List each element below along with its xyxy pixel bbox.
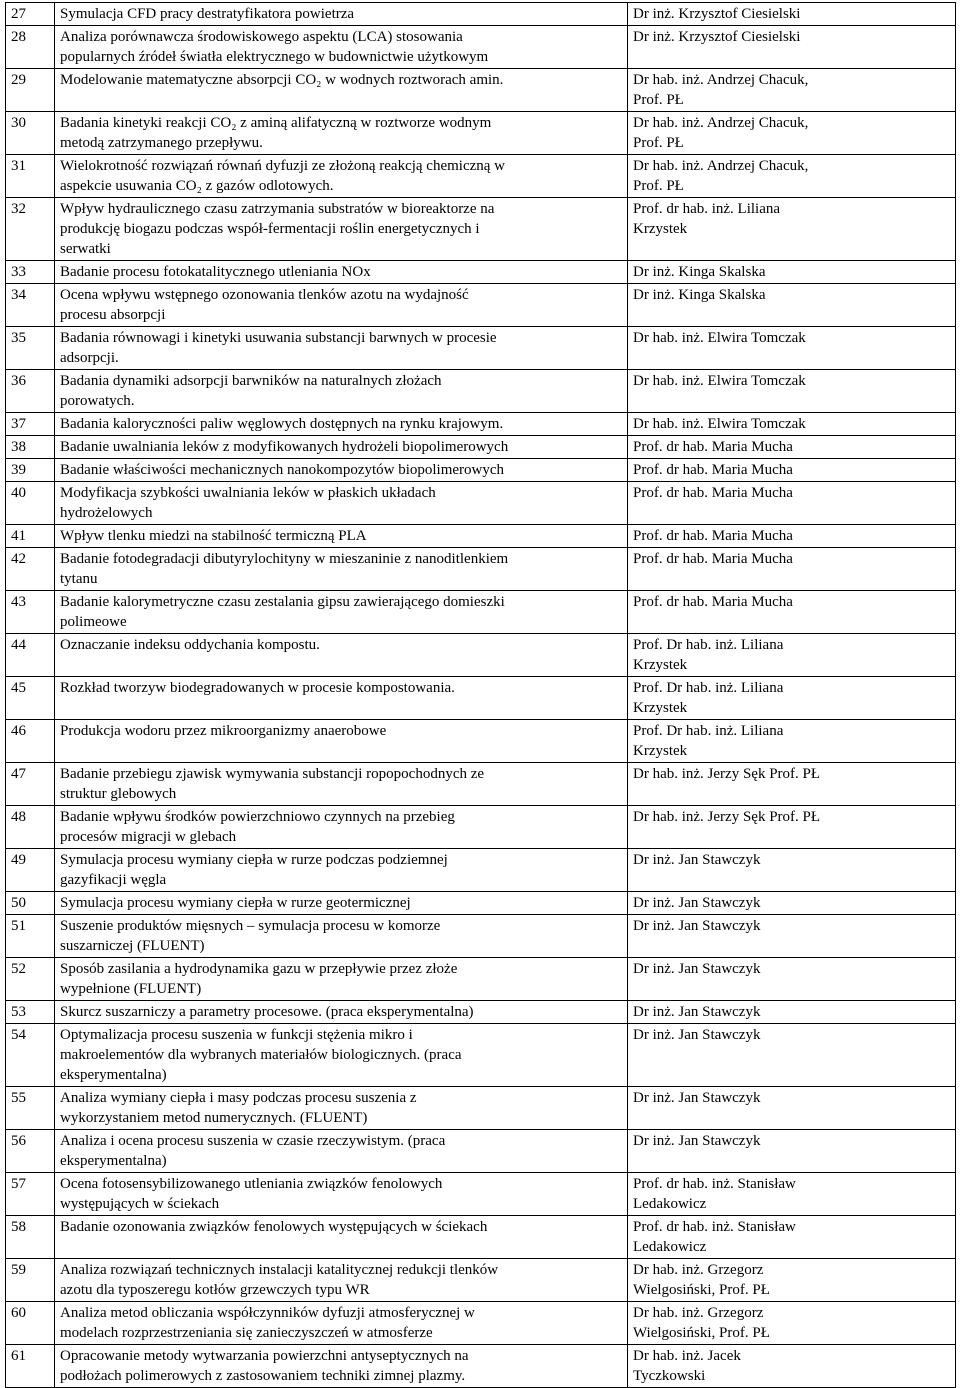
topic-title-cell	[55, 849, 628, 892]
supervisor-name: Dr inż. Krzysztof Ciesielski	[633, 6, 801, 22]
supervisor-cell	[628, 806, 956, 849]
topic-title-cell	[55, 1216, 628, 1259]
row-number: 48	[6, 806, 55, 849]
row-number: 59	[6, 1259, 55, 1302]
topic-title: Badanie uwalniania leków z modyfikowanych hydrożeli biopolimerowych	[60, 439, 509, 455]
supervisor-cell	[628, 591, 956, 634]
supervisor-name: Dr inż. Jan Stawczyk	[633, 961, 761, 977]
row-number: 36	[6, 370, 55, 413]
table-row	[6, 806, 956, 849]
topic-title: Wpływ tlenku miedzi na stabilność termiczną PLA	[60, 528, 367, 544]
supervisor-name: Dr hab. inż. Elwira Tomczak	[633, 330, 806, 346]
table-row	[6, 1302, 956, 1345]
topic-title-cell	[55, 525, 628, 548]
topic-title-cell	[55, 1130, 628, 1173]
table-row	[6, 413, 956, 436]
row-number: 50	[6, 892, 55, 915]
supervisor-cell	[628, 525, 956, 548]
topic-title-cell	[55, 634, 628, 677]
supervisor-name: Prof. dr hab. Maria Mucha	[633, 462, 793, 478]
table-row	[6, 958, 956, 1001]
supervisor-cell	[628, 1001, 956, 1024]
topic-title: Oznaczanie indeksu oddychania kompostu.	[60, 637, 320, 653]
row-number: 28	[6, 26, 55, 69]
supervisor-name: Dr inż. Kinga Skalska	[633, 287, 766, 303]
row-number: 51	[6, 915, 55, 958]
topic-title: Badanie fotodegradacji dibutyrylochityny w mieszaninie z nanoditlenkiem tytanu	[60, 551, 509, 587]
topic-title-cell	[55, 720, 628, 763]
topic-title: Badania równowagi i kinetyki usuwania substancji barwnych w procesie adsorpcji.	[60, 330, 497, 366]
row-number: 43	[6, 591, 55, 634]
row-number: 41	[6, 525, 55, 548]
supervisor-name: Dr inż. Jan Stawczyk	[633, 895, 761, 911]
table-row	[6, 525, 956, 548]
topic-title-cell	[55, 1302, 628, 1345]
topic-title: Analiza wymiany ciepła i masy podczas procesu suszenia z wykorzystaniem metod numerycznych. (FLUENT)	[60, 1090, 417, 1126]
topic-title: Badanie wpływu środków powierzchniowo czynnych na przebieg procesów migracji w glebach	[60, 809, 455, 845]
topic-title-cell	[55, 482, 628, 525]
topic-title-cell	[55, 591, 628, 634]
topic-title: Badania dynamiki adsorpcji barwników na naturalnych złożach porowatych.	[60, 373, 442, 409]
row-number: 61	[6, 1345, 55, 1388]
supervisor-cell	[628, 849, 956, 892]
topic-title-cell	[55, 3, 628, 26]
row-number: 32	[6, 198, 55, 261]
table-row	[6, 1024, 956, 1087]
supervisor-cell	[628, 1173, 956, 1216]
supervisor-cell	[628, 1302, 956, 1345]
supervisor-name: Prof. dr hab. Maria Mucha	[633, 551, 793, 567]
table-row	[6, 849, 956, 892]
table-row	[6, 69, 956, 112]
supervisor-name: Prof. Dr hab. inż. Liliana Krzystek	[633, 680, 784, 716]
row-number: 58	[6, 1216, 55, 1259]
row-number: 40	[6, 482, 55, 525]
supervisor-cell	[628, 3, 956, 26]
supervisor-cell	[628, 198, 956, 261]
row-number: 47	[6, 763, 55, 806]
topic-title: Badanie właściwości mechanicznych nanokompozytów biopolimerowych	[60, 462, 505, 478]
supervisor-name: Dr inż. Kinga Skalska	[633, 264, 766, 280]
supervisor-cell	[628, 370, 956, 413]
topic-title-cell	[55, 1024, 628, 1087]
topic-title: Analiza i ocena procesu suszenia w czasie rzeczywistym. (praca eksperymentalna)	[60, 1133, 446, 1169]
supervisor-cell	[628, 1087, 956, 1130]
topic-title: Symulacja procesu wymiany ciepła w rurze podczas podziemnej gazyfikacji węgla	[60, 852, 448, 888]
topic-title-cell	[55, 261, 628, 284]
supervisor-name: Dr inż. Jan Stawczyk	[633, 1004, 761, 1020]
row-number: 31	[6, 155, 55, 198]
topic-title-cell	[55, 1173, 628, 1216]
topic-title: Optymalizacja procesu suszenia w funkcji stężenia mikro i makroelementów dla wybranych materiałów biologicznych. (praca eksperymentalna)	[60, 1027, 462, 1083]
topic-title: Badania kaloryczności paliw węglowych dostępnych na rynku krajowym.	[60, 416, 504, 432]
topic-title-cell	[55, 915, 628, 958]
row-number: 34	[6, 284, 55, 327]
supervisor-name: Prof. dr hab. Maria Mucha	[633, 439, 793, 455]
supervisor-cell	[628, 1216, 956, 1259]
supervisor-cell	[628, 112, 956, 155]
topic-title: Modyfikacja szybkości uwalniania leków w płaskich układach hydrożelowych	[60, 485, 436, 521]
row-number: 29	[6, 69, 55, 112]
topic-title: Opracowanie metody wytwarzania powierzchni antyseptycznych na podłożach polimerowych z zastosowaniem techniki zimnej plazmy.	[60, 1348, 469, 1384]
thesis-topics-table	[5, 2, 956, 1388]
row-number: 38	[6, 436, 55, 459]
supervisor-name: Prof. dr hab. inż. Stanisław Ledakowicz	[633, 1176, 796, 1212]
supervisor-cell	[628, 436, 956, 459]
table-row	[6, 261, 956, 284]
topic-title-cell	[55, 436, 628, 459]
topic-title: Ocena fotosensybilizowanego utleniania związków fenolowych występujących w ściekach	[60, 1176, 443, 1212]
topic-title: Modelowanie matematyczne absorpcji CO₂ w wodnych roztworach amin.	[60, 72, 504, 88]
supervisor-cell	[628, 482, 956, 525]
supervisor-cell	[628, 284, 956, 327]
topic-title-cell	[55, 1345, 628, 1388]
topic-title-cell	[55, 112, 628, 155]
topic-title-cell	[55, 892, 628, 915]
row-number: 42	[6, 548, 55, 591]
row-number: 37	[6, 413, 55, 436]
topic-title: Badanie ozonowania związków fenolowych występujących w ściekach	[60, 1219, 488, 1235]
table-row	[6, 112, 956, 155]
table-row	[6, 1259, 956, 1302]
row-number: 54	[6, 1024, 55, 1087]
supervisor-name: Prof. dr hab. inż. Liliana Krzystek	[633, 201, 781, 237]
topic-title-cell	[55, 677, 628, 720]
supervisor-cell	[628, 548, 956, 591]
supervisor-cell	[628, 26, 956, 69]
table-row	[6, 677, 956, 720]
topic-title-cell	[55, 155, 628, 198]
table-row	[6, 436, 956, 459]
supervisor-name: Dr inż. Jan Stawczyk	[633, 1090, 761, 1106]
table-row	[6, 1001, 956, 1024]
row-number: 56	[6, 1130, 55, 1173]
topic-title-cell	[55, 413, 628, 436]
topic-title-cell	[55, 198, 628, 261]
row-number: 27	[6, 3, 55, 26]
topic-title: Analiza metod obliczania współczynników dyfuzji atmosferycznej w modelach rozprzestrzeniania się zanieczyszczeń w atmosferze	[60, 1305, 475, 1341]
supervisor-name: Dr inż. Jan Stawczyk	[633, 1133, 761, 1149]
topic-title: Analiza rozwiązań technicznych instalacji katalitycznej redukcji tlenków azotu dla typoszeregu kotłów grzewczych typu WR	[60, 1262, 499, 1298]
table-row	[6, 284, 956, 327]
supervisor-name: Prof. dr hab. inż. Stanisław Ledakowicz	[633, 1219, 796, 1255]
table-row	[6, 1216, 956, 1259]
topic-title: Badanie procesu fotokatalitycznego utleniania NOx	[60, 264, 371, 280]
table-row	[6, 459, 956, 482]
table-row	[6, 1087, 956, 1130]
table-row	[6, 548, 956, 591]
table-row	[6, 892, 956, 915]
supervisor-name: Prof. dr hab. Maria Mucha	[633, 485, 793, 501]
table-row	[6, 3, 956, 26]
topic-title: Wielokrotność rozwiązań równań dyfuzji ze złożoną reakcją chemiczną w aspekcie usuwania CO₂ z gazów odlotowych.	[60, 158, 506, 194]
topic-title-cell	[55, 284, 628, 327]
topic-title-cell	[55, 1001, 628, 1024]
supervisor-cell	[628, 1130, 956, 1173]
supervisor-name: Dr inż. Jan Stawczyk	[633, 1027, 761, 1043]
supervisor-cell	[628, 155, 956, 198]
row-number: 55	[6, 1087, 55, 1130]
table-row	[6, 763, 956, 806]
table-row	[6, 720, 956, 763]
supervisor-name: Dr hab. inż. Jerzy Sęk Prof. PŁ	[633, 809, 821, 825]
supervisor-name: Dr hab. inż. Grzegorz Wielgosiński, Prof. PŁ	[633, 1305, 770, 1341]
supervisor-name: Dr hab. inż. Andrzej Chacuk, Prof. PŁ	[633, 115, 809, 151]
supervisor-name: Prof. Dr hab. inż. Liliana Krzystek	[633, 637, 784, 673]
topic-title-cell	[55, 548, 628, 591]
supervisor-cell	[628, 763, 956, 806]
supervisor-cell	[628, 1024, 956, 1087]
supervisor-name: Dr inż. Jan Stawczyk	[633, 852, 761, 868]
row-number: 60	[6, 1302, 55, 1345]
topic-title-cell	[55, 459, 628, 482]
topic-title: Symulacja procesu wymiany ciepła w rurze geotermicznej	[60, 895, 411, 911]
supervisor-cell	[628, 1345, 956, 1388]
supervisor-cell	[628, 413, 956, 436]
topic-title-cell	[55, 1087, 628, 1130]
table-row	[6, 634, 956, 677]
table-row	[6, 155, 956, 198]
topic-title-cell	[55, 69, 628, 112]
row-number: 45	[6, 677, 55, 720]
supervisor-cell	[628, 261, 956, 284]
supervisor-name: Dr hab. inż. Elwira Tomczak	[633, 373, 806, 389]
supervisor-cell	[628, 915, 956, 958]
supervisor-cell	[628, 459, 956, 482]
topic-title: Badanie kalorymetryczne czasu zestalania gipsu zawierającego domieszki polimeowe	[60, 594, 505, 630]
supervisor-name: Dr hab. inż. Jacek Tyczkowski	[633, 1348, 741, 1384]
topic-title-cell	[55, 327, 628, 370]
topic-title-cell	[55, 26, 628, 69]
topic-title: Ocena wpływu wstępnego ozonowania tlenków azotu na wydajność procesu absorpcji	[60, 287, 469, 323]
supervisor-cell	[628, 720, 956, 763]
topic-title: Sposób zasilania a hydrodynamika gazu w przepływie przez złoże wypełnione (FLUENT)	[60, 961, 458, 997]
topic-title: Suszenie produktów mięsnych – symulacja procesu w komorze suszarniczej (FLUENT)	[60, 918, 441, 954]
row-number: 57	[6, 1173, 55, 1216]
supervisor-name: Dr hab. inż. Elwira Tomczak	[633, 416, 806, 432]
topic-title: Badanie przebiegu zjawisk wymywania substancji ropopochodnych ze struktur glebowych	[60, 766, 485, 802]
supervisor-name: Prof. dr hab. Maria Mucha	[633, 594, 793, 610]
row-number: 30	[6, 112, 55, 155]
topic-title-cell	[55, 958, 628, 1001]
supervisor-cell	[628, 958, 956, 1001]
table-row	[6, 370, 956, 413]
topic-title: Symulacja CFD pracy destratyfikatora powietrza	[60, 6, 355, 22]
topic-title: Rozkład tworzyw biodegradowanych w procesie kompostowania.	[60, 680, 455, 696]
supervisor-cell	[628, 1259, 956, 1302]
supervisor-name: Dr inż. Jan Stawczyk	[633, 918, 761, 934]
supervisor-cell	[628, 327, 956, 370]
topic-title: Skurcz suszarniczy a parametry procesowe. (praca eksperymentalna)	[60, 1004, 474, 1020]
topic-title-cell	[55, 806, 628, 849]
table-row	[6, 1130, 956, 1173]
topic-title-cell	[55, 370, 628, 413]
topic-title: Analiza porównawcza środowiskowego aspektu (LCA) stosowania popularnych źródeł światła elektrycznego w budownictwie użytkowym	[60, 29, 489, 65]
supervisor-name: Dr hab. inż. Grzegorz Wielgosiński, Prof. PŁ	[633, 1262, 770, 1298]
topic-title-cell	[55, 763, 628, 806]
supervisor-cell	[628, 634, 956, 677]
table-row	[6, 198, 956, 261]
topic-title: Produkcja wodoru przez mikroorganizmy anaerobowe	[60, 723, 387, 739]
row-number: 46	[6, 720, 55, 763]
table-body	[6, 3, 956, 1388]
supervisor-cell	[628, 69, 956, 112]
table-row	[6, 1345, 956, 1388]
table-row	[6, 26, 956, 69]
table-row	[6, 915, 956, 958]
table-row	[6, 591, 956, 634]
supervisor-cell	[628, 892, 956, 915]
supervisor-name: Dr hab. inż. Andrzej Chacuk, Prof. PŁ	[633, 158, 809, 194]
row-number: 52	[6, 958, 55, 1001]
supervisor-name: Dr hab. inż. Andrzej Chacuk, Prof. PŁ	[633, 72, 809, 108]
row-number: 53	[6, 1001, 55, 1024]
topic-title: Badania kinetyki reakcji CO₂ z aminą alifatyczną w roztworze wodnym metodą zatrzymanego przepływu.	[60, 115, 492, 151]
table-row	[6, 327, 956, 370]
topic-title-cell	[55, 1259, 628, 1302]
row-number: 33	[6, 261, 55, 284]
supervisor-name: Prof. Dr hab. inż. Liliana Krzystek	[633, 723, 784, 759]
row-number: 49	[6, 849, 55, 892]
supervisor-name: Prof. dr hab. Maria Mucha	[633, 528, 793, 544]
row-number: 35	[6, 327, 55, 370]
table-row	[6, 1173, 956, 1216]
supervisor-name: Dr hab. inż. Jerzy Sęk Prof. PŁ	[633, 766, 821, 782]
table-row	[6, 482, 956, 525]
row-number: 44	[6, 634, 55, 677]
row-number: 39	[6, 459, 55, 482]
topic-title: Wpływ hydraulicznego czasu zatrzymania substratów w bioreaktorze na produkcję biogazu podczas współ-fermentacji roślin energetycznych i serwatki	[60, 201, 495, 257]
supervisor-cell	[628, 677, 956, 720]
supervisor-name: Dr inż. Krzysztof Ciesielski	[633, 29, 801, 45]
